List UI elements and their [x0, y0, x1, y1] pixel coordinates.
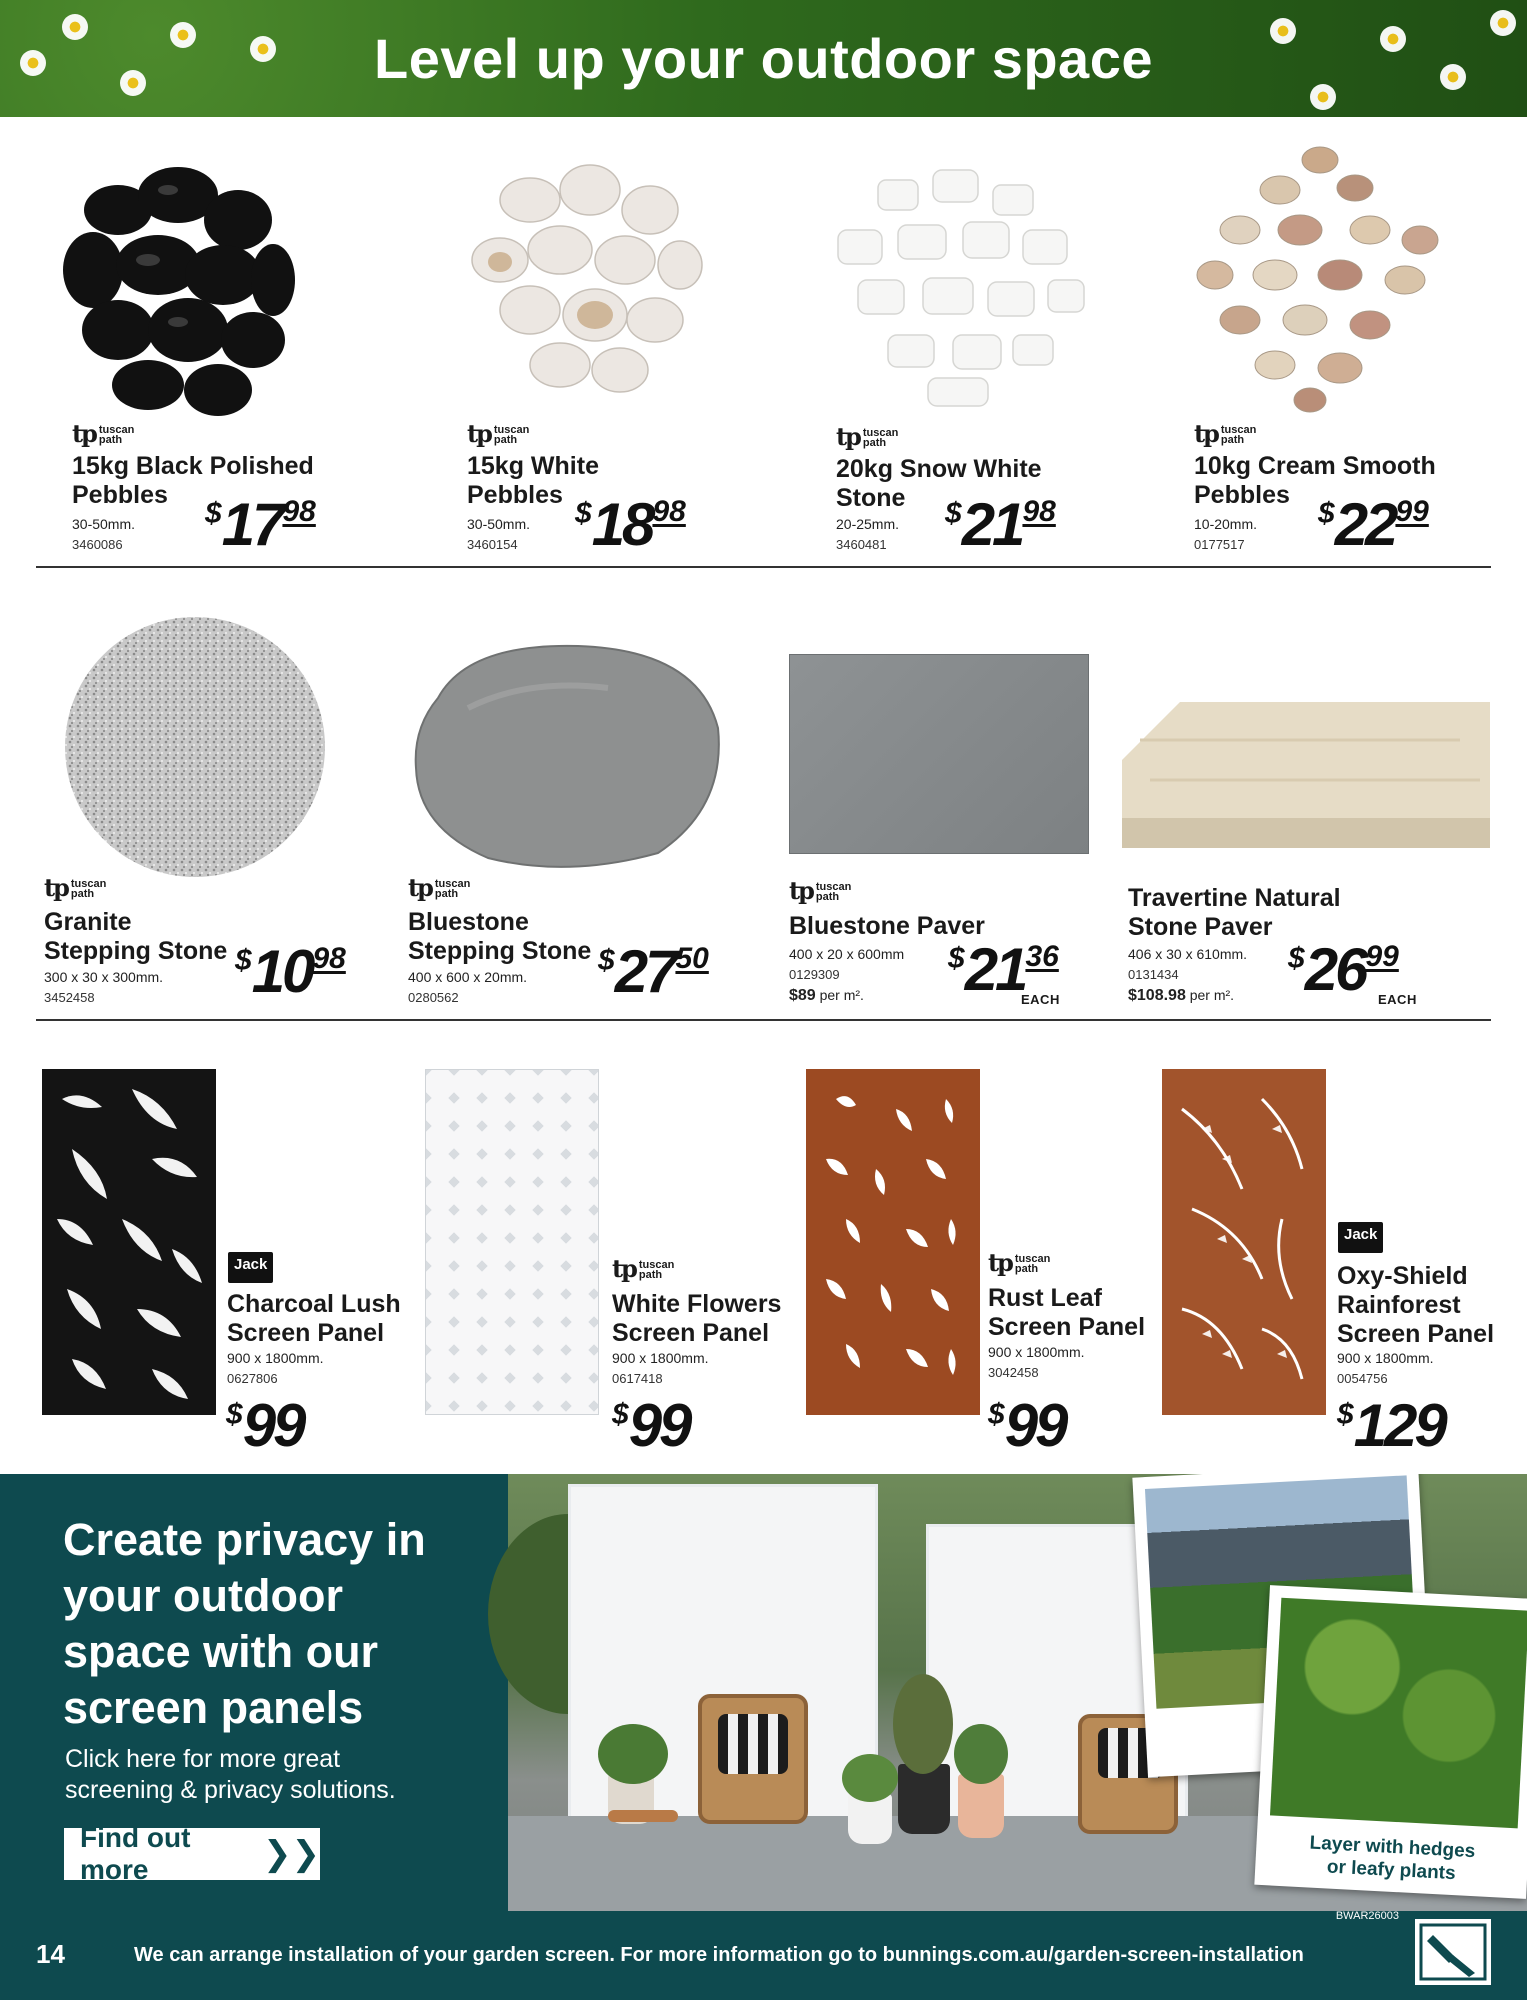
tp-logo-mark: tp — [408, 873, 432, 902]
product-name: Granite Stepping Stone — [44, 908, 228, 965]
page-title: Level up your outdoor space — [374, 27, 1153, 90]
tuscan-path-wordmark: tuscan path — [1220, 424, 1257, 446]
footer-note — [134, 1944, 1304, 1967]
product-spec: 30-50mm. — [467, 516, 531, 532]
product-price: $ 129 — [1337, 1392, 1445, 1459]
product-name: 15kg White Pebbles — [467, 452, 599, 509]
product-price: $ 99 — [988, 1392, 1066, 1459]
plant-leaves — [893, 1674, 953, 1774]
tuscan-path-logo — [836, 422, 899, 451]
installation-link[interactable]: bunnings.com.au/garden-screen-installation — [882, 1944, 1304, 1966]
product-spec: 300 x 30 x 300mm. — [44, 969, 164, 985]
side-table — [608, 1810, 678, 1822]
inset-photo-picture — [1270, 1598, 1527, 1829]
section-divider — [36, 1019, 1491, 1021]
product-price: $ 22 99 — [1318, 491, 1429, 558]
white-flowers-panel-image — [425, 1069, 599, 1415]
tp-logo-mark: tp — [988, 1248, 1012, 1277]
find-out-more-button[interactable] — [64, 1822, 320, 1885]
bluestone-stepping-stone-image — [408, 638, 728, 878]
jack-brand-logo: Jack — [228, 1252, 273, 1283]
product-price: $ 10 98 — [235, 938, 346, 1005]
product-price: $ 18 98 — [575, 491, 686, 558]
banner-subtitle[interactable]: Click here for more great screening & privacy solutions. — [65, 1745, 396, 1804]
document-code: BWAR26003 — [1335, 1910, 1399, 1922]
product-name: 10kg Cream Smooth Pebbles — [1194, 452, 1436, 509]
product-spec: 20-25mm. — [836, 516, 900, 532]
product-spec: 900 x 1800mm. — [612, 1350, 709, 1366]
footer — [0, 1911, 1527, 2000]
product-name: White Flowers Screen Panel — [612, 1290, 782, 1347]
product-spec: 406 x 30 x 610mm. — [1128, 946, 1248, 962]
product-code: 0617418 — [612, 1371, 663, 1386]
white-pebbles-image — [450, 150, 720, 410]
product-price: $ 26 99 — [1288, 936, 1399, 1003]
tp-logo-mark: tp — [612, 1254, 636, 1283]
tuscan-path-wordmark: tuscan path — [98, 424, 135, 446]
product-spec: 900 x 1800mm. — [988, 1344, 1085, 1360]
product-code: 0129309 — [789, 967, 840, 982]
product-spec: 900 x 1800mm. — [1337, 1350, 1434, 1366]
tp-logo-mark: tp — [836, 422, 860, 451]
product-code: 0280562 — [408, 990, 459, 1005]
tp-logo-mark: tp — [467, 419, 491, 448]
product-code: 3452458 — [44, 990, 95, 1005]
plant-leaves — [842, 1754, 898, 1802]
tuscan-path-logo — [72, 419, 135, 448]
product-name: 20kg Snow White Stone — [836, 455, 1042, 512]
tuscan-path-wordmark: tuscan path — [862, 427, 899, 449]
double-chevron-right-icon: ❯❯ — [263, 1835, 320, 1873]
granite-stepping-stone-image — [60, 612, 330, 882]
tuscan-path-wordmark: tuscan path — [434, 878, 471, 900]
striped-cushion — [718, 1714, 788, 1774]
tp-logo-mark: tp — [1194, 419, 1218, 448]
tuscan-path-logo — [467, 419, 530, 448]
product-code: 3460154 — [467, 537, 518, 552]
product-name: Bluestone Stepping Stone — [408, 908, 592, 965]
product-name: Travertine Natural Stone Paver — [1128, 884, 1341, 941]
product-price: $ 99 — [612, 1392, 690, 1459]
tuscan-path-wordmark: tuscan path — [70, 878, 107, 900]
hammer-icon — [1415, 1919, 1491, 1985]
product-spec: 30-50mm. — [72, 516, 136, 532]
rust-leaf-panel-image — [806, 1069, 980, 1415]
section-divider — [36, 566, 1491, 568]
product-spec: 400 x 600 x 20mm. — [408, 969, 528, 985]
tuscan-path-logo — [408, 873, 471, 902]
plant-leaves — [954, 1724, 1008, 1784]
product-spec: 10-20mm. — [1194, 516, 1258, 532]
product-name: Oxy-Shield Rainforest Screen Panel — [1337, 1262, 1495, 1348]
unit-price: $89 per m². — [789, 987, 864, 1004]
product-code: 0131434 — [1128, 967, 1179, 982]
charcoal-lush-panel-image — [42, 1069, 216, 1415]
product-spec: 400 x 20 x 600mm — [789, 946, 905, 962]
product-code: 3460481 — [836, 537, 887, 552]
travertine-paver-image — [1120, 700, 1490, 850]
product-price: $ 21 36 — [948, 936, 1059, 1003]
plant-leaves — [598, 1724, 668, 1784]
product-name: Charcoal Lush Screen Panel — [227, 1290, 401, 1347]
product-code: 0627806 — [227, 1371, 278, 1386]
product-spec: 900 x 1800mm. — [227, 1350, 324, 1366]
banner-title: Create privacy in your outdoor space with our screen panels — [63, 1514, 426, 1733]
snow-white-stone-image — [818, 150, 1103, 420]
bunnings-hammer-logo — [1415, 1919, 1491, 1985]
tuscan-path-logo — [988, 1248, 1051, 1277]
photo-caption: Layer with hedges or leafy plants — [1309, 1832, 1476, 1885]
inset-photo-hedges — [1254, 1585, 1527, 1899]
product-price: $ 21 98 — [945, 491, 1056, 558]
product-code: 0054756 — [1337, 1371, 1388, 1386]
garden-scene-image — [508, 1474, 1527, 1911]
cream-pebbles-image — [1180, 130, 1465, 420]
bluestone-paver-image — [789, 654, 1089, 854]
header-banner — [0, 0, 1527, 117]
tp-logo-mark: tp — [72, 419, 96, 448]
each-label: EACH — [1378, 992, 1417, 1007]
tuscan-path-wordmark: tuscan path — [1014, 1253, 1051, 1275]
product-price: $ 27 50 — [598, 938, 709, 1005]
unit-price: $108.98 per m². — [1128, 987, 1235, 1004]
product-code: 3460086 — [72, 537, 123, 552]
product-name: Rust Leaf Screen Panel — [988, 1284, 1146, 1341]
tp-logo-mark: tp — [789, 876, 813, 905]
jack-brand-logo: Jack — [1338, 1222, 1383, 1253]
tp-logo-mark: tp — [44, 873, 68, 902]
product-name: Bluestone Paver — [789, 912, 985, 940]
tuscan-path-wordmark: tuscan path — [815, 881, 852, 903]
product-code: 0177517 — [1194, 537, 1245, 552]
product-code: 3042458 — [988, 1365, 1039, 1380]
tuscan-path-wordmark: tuscan path — [638, 1259, 675, 1281]
black-pebbles-image — [48, 150, 303, 440]
tuscan-path-logo — [612, 1254, 675, 1283]
product-price: $ 17 98 — [205, 491, 316, 558]
tuscan-path-logo — [44, 873, 107, 902]
tuscan-path-logo — [1194, 419, 1257, 448]
plant-pot — [898, 1764, 950, 1834]
footer-text: We can arrange installation of your garden screen. For more information go to — [134, 1944, 878, 1966]
product-name: 15kg Black Polished Pebbles — [72, 452, 314, 509]
tuscan-path-logo — [789, 876, 852, 905]
promo-banner[interactable] — [0, 1474, 1527, 1911]
button-label: Find out more — [80, 1822, 191, 1885]
page-number: 14 — [36, 1939, 65, 1969]
product-price: $ 99 — [226, 1392, 304, 1459]
oxy-shield-rainforest-panel-image — [1162, 1069, 1326, 1415]
each-label: EACH — [1021, 992, 1060, 1007]
tuscan-path-wordmark: tuscan path — [493, 424, 530, 446]
